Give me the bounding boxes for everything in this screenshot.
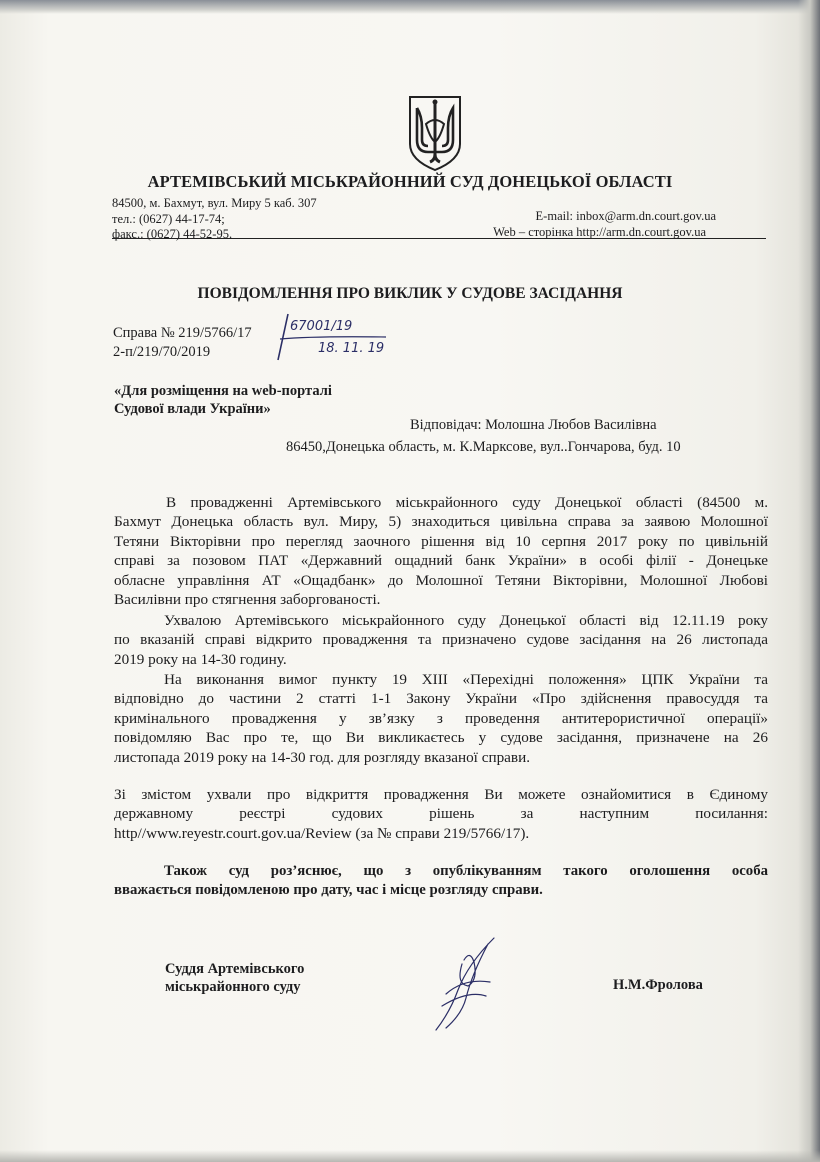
court-address: 84500, м. Бахмут, вул. Миру 5 каб. 307 [112,196,317,210]
text-line: Василівни про стягнення заборгованості. [114,590,381,608]
text-line: державному реєстрі судових рішень за наступним посилання: [114,805,768,823]
text-line: Також суд роз’яснює, що з опублікуванням такого оголошення особа [164,863,768,879]
paragraph-summons [114,670,768,767]
placement-note-line2: Судової влади України» [114,401,271,417]
judge-title-line2: міськрайонного суду [165,979,301,995]
text-line: Зі змістом ухвали про відкриття провадження Ви можете ознайомитися в Єдиному [114,786,768,803]
text-line: вважається повідомленою про дату, час і місце розгляду справи. [114,882,543,899]
court-name: АРТЕМІВСЬКИЙ МІСЬКРАЙОННИЙ СУД ДОНЕЦЬКОЇ ОБЛАСТІ [147,172,673,191]
text-line: В провадженні Артемівського міськрайонного суду Донецької області (84500 м. [166,494,768,511]
paragraph-notice-clarification [114,862,768,901]
court-fax: факс.: (0627) 44-52-95. [112,227,233,241]
text-line: Тетяни Вікторівни про перегляд заочного рішення від 10 серпня 2017 року по цивільній [114,532,768,550]
court-email: E-mail: inbox@arm.dn.court.gov.ua [535,209,716,223]
text-line: Ухвалою Артемівського міськрайонного суду Донецької області від 12.11.19 року [164,612,768,629]
text-line: відповідно до частини 2 статті 1-1 Закону України «Про здійснення правосуддя та [114,690,768,708]
placement-note-line1: «Для розміщення на web-порталі [114,383,332,399]
text-line: кримінального провадження у зв’язку з проведення антитерористичної операції» [114,709,768,727]
paragraph-proceeding-info [114,493,768,609]
case-number: Справа № 219/5766/17 [113,325,252,341]
text-line: справі за позовом ПАТ «Державний ощадний банк України» в особі філії - Донецьке [114,552,768,570]
text-line: 2019 року на 14-30 годину. [114,650,287,668]
paragraph-registry-link [114,785,768,843]
ukraine-coat-of-arms-icon [406,94,464,172]
notice-title: ПОВІДОМЛЕННЯ ПРО ВИКЛИК У СУДОВЕ ЗАСІДАННЯ [197,285,623,302]
text-line: обласне управління АТ «Ощадбанк» до Молошної Тетяни Вікторівни, Молошної Любові [114,571,768,589]
registration-number: 67001/19 [290,319,353,334]
header-divider [112,238,766,239]
registration-date: 18. 11. 19 [318,341,385,356]
respondent-address: 86450,Донецька область, м. К.Марксове, вул..Гончарова, буд. 10 [286,439,681,455]
respondent-name: Відповідач: Молошна Любов Василівна [410,417,657,433]
proceeding-number: 2-п/219/70/2019 [113,344,211,360]
paragraph-ruling [114,611,768,669]
judge-name: Н.М.Фролова [613,977,703,993]
text-line: повідомляю Вас про те, що Ви викликаєтесь у судове засідання, призначене на 26 [114,729,768,747]
court-website: Web – сторінка http://arm.dn.court.gov.ua [493,225,706,239]
text-line: листопада 2019 року на 14-30 год. для розгляду вказаної справи. [114,748,531,766]
judge-signature [428,934,500,1034]
court-phone: тел.: (0627) 44-17-74; [112,212,225,226]
judge-title-line1: Суддя Артемівського [165,961,305,977]
text-line: Бахмут Донецька область вул. Миру, 5) знаходиться цивільна справа за заявою Молошної [114,513,768,531]
registry-link-text: http//www.reyestr.court.gov.ua/Review (за № справи 219/5766/17). [114,824,530,842]
scan-shadow-bottom [0,1150,820,1162]
text-line: по вказаній справі відкрито провадження та призначено судове засідання на 26 листопада [114,631,768,649]
scan-shadow-top [0,0,820,14]
text-line: На виконання вимог пункту 19 ХIII «Перехідні положення» ЦПК України та [164,671,768,688]
